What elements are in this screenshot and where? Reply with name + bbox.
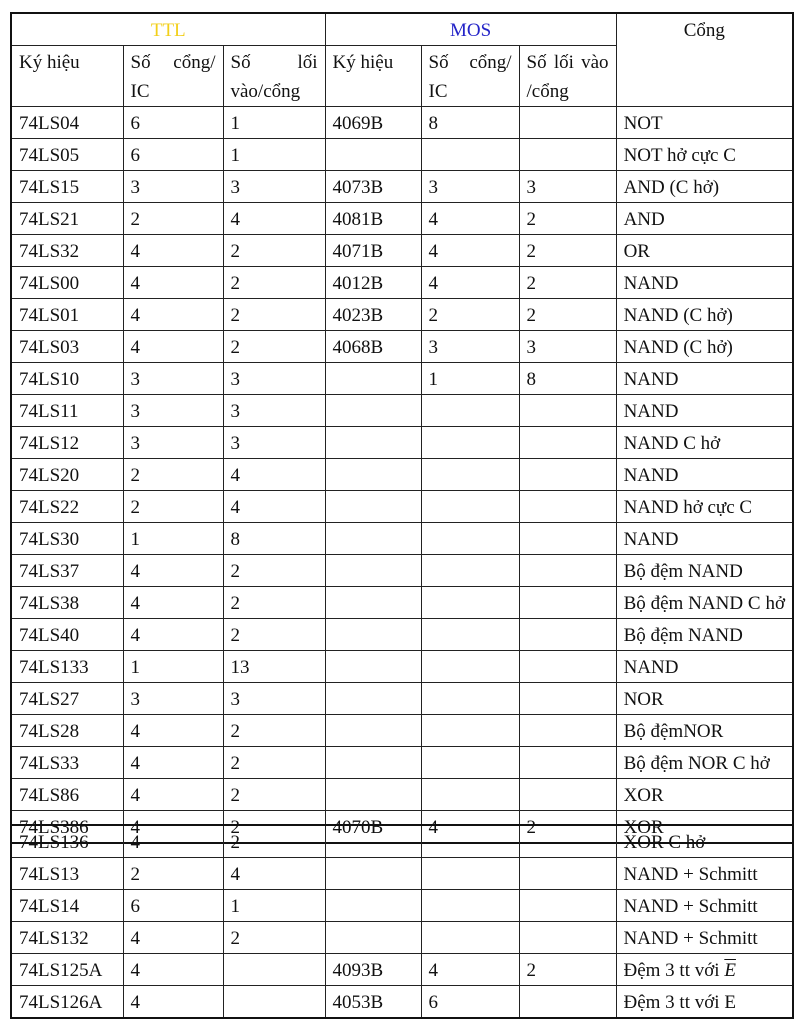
gate-type-cell: NAND: [616, 395, 793, 427]
mos-inputs-cell: [519, 619, 616, 651]
ttl-symbol-cell: 74LS03: [11, 331, 123, 363]
ttl-gates-cell: 4: [123, 299, 223, 331]
mos-inputs-cell: [519, 779, 616, 811]
mos-symbol-cell: 4053B: [325, 986, 421, 1019]
table-row: [11, 986, 793, 1019]
mos-gates-cell: [421, 555, 519, 587]
mos-symbol-cell: [325, 363, 421, 395]
ttl-inputs-cell: 3: [223, 683, 325, 715]
ttl-inputs-cell: 2: [223, 619, 325, 651]
mos-symbol-cell: [325, 922, 421, 954]
table-row: [11, 331, 793, 363]
ttl-inputs-cell: 2: [223, 922, 325, 954]
mos-symbol-cell: [325, 523, 421, 555]
gate-type-cell: XOR: [616, 779, 793, 811]
table-row: [11, 395, 793, 427]
mos-gates-cell: [421, 619, 519, 651]
gate-type-cell: Bộ đệm NAND: [616, 555, 793, 587]
ttl-symbol-cell: 74LS37: [11, 555, 123, 587]
gate-type-cell: Bộ đệmNOR: [616, 715, 793, 747]
mos-symbol-cell: 4023B: [325, 299, 421, 331]
ttl-inputs-cell: 1: [223, 139, 325, 171]
mos-gates-cell: 4: [421, 811, 519, 844]
ttl-inputs-cell: 2: [223, 587, 325, 619]
ttl-gates-cell: 4: [123, 715, 223, 747]
mos-gates-cell: 3: [421, 331, 519, 363]
table-row: [11, 715, 793, 747]
ttl-symbol-cell: 74LS01: [11, 299, 123, 331]
ttl-symbol-cell: 74LS10: [11, 363, 123, 395]
mos-gates-cell: 4: [421, 267, 519, 299]
mos-inputs-cell: 8: [519, 363, 616, 395]
ttl-inputs-cell: 13: [223, 651, 325, 683]
mos-symbol-cell: [325, 890, 421, 922]
ttl-symbol-cell: 74LS21: [11, 203, 123, 235]
gate-type-cell: NAND: [616, 267, 793, 299]
table-row: [11, 363, 793, 395]
ttl-symbol-cell: 74LS132: [11, 922, 123, 954]
mos-symbol-cell: [325, 427, 421, 459]
gate-header: Cổng: [616, 13, 793, 107]
ttl-inputs-cell: 3: [223, 171, 325, 203]
mos-gates-cell: 4: [421, 954, 519, 986]
ttl-symbol-cell: 74LS11: [11, 395, 123, 427]
ttl-gates-cell: 2: [123, 203, 223, 235]
ttl-symbol-cell: 74LS30: [11, 523, 123, 555]
mos-gates-cell: [421, 922, 519, 954]
mos-gates-cell: 3: [421, 171, 519, 203]
table-row: [11, 555, 793, 587]
gate-type-cell: AND: [616, 203, 793, 235]
ttl-inputs-cell: 4: [223, 858, 325, 890]
gate-type-cell: NAND: [616, 651, 793, 683]
ttl-inputs-header: Số lối vào/cổng: [223, 46, 325, 107]
mos-symbol-cell: 4068B: [325, 331, 421, 363]
mos-inputs-cell: [519, 651, 616, 683]
mos-inputs-cell: [519, 825, 616, 858]
table-row: [11, 491, 793, 523]
mos-inputs-cell: 2: [519, 203, 616, 235]
ttl-symbol-cell: 74LS40: [11, 619, 123, 651]
ttl-gates-cell: 4: [123, 619, 223, 651]
ttl-gates-cell: 4: [123, 267, 223, 299]
ttl-inputs-cell: 2: [223, 331, 325, 363]
mos-inputs-cell: 2: [519, 811, 616, 844]
enable-bar-symbol: $\overline{E}$: [724, 960, 736, 981]
mos-gates-per-ic-header: Số cổng/ IC: [421, 46, 519, 107]
table-row: [11, 235, 793, 267]
ttl-gates-cell: 4: [123, 587, 223, 619]
table-row: [11, 858, 793, 890]
mos-gates-cell: [421, 825, 519, 858]
ttl-symbol-cell: 74LS27: [11, 683, 123, 715]
gate-type-cell: NOT hở cực C: [616, 139, 793, 171]
ttl-gates-cell: 3: [123, 395, 223, 427]
ttl-inputs-cell: 2: [223, 715, 325, 747]
gate-type-cell: NOT: [616, 107, 793, 139]
ttl-symbol-cell: 74LS136: [11, 825, 123, 858]
mos-symbol-cell: 4012B: [325, 267, 421, 299]
table-row: [11, 683, 793, 715]
ttl-inputs-cell: 3: [223, 363, 325, 395]
gate-type-cell: XOR: [616, 811, 793, 844]
mos-inputs-cell: [519, 715, 616, 747]
mos-gates-cell: [421, 395, 519, 427]
ttl-inputs-cell: 2: [223, 267, 325, 299]
mos-gates-cell: [421, 139, 519, 171]
ttl-inputs-cell: 8: [223, 523, 325, 555]
ttl-inputs-cell: 3: [223, 395, 325, 427]
mos-gates-cell: 2: [421, 299, 519, 331]
ttl-gates-cell: 1: [123, 651, 223, 683]
mos-gates-cell: [421, 587, 519, 619]
mos-symbol-cell: [325, 747, 421, 779]
table-row: [11, 171, 793, 203]
table-row: [11, 890, 793, 922]
ttl-gates-cell: 3: [123, 363, 223, 395]
mos-inputs-cell: 2: [519, 954, 616, 986]
ttl-gates-cell: 4: [123, 922, 223, 954]
mos-symbol-header: Ký hiệu: [325, 46, 421, 107]
mos-header: MOS: [325, 13, 616, 46]
ttl-gates-cell: 4: [123, 555, 223, 587]
mos-gates-cell: 4: [421, 203, 519, 235]
mos-inputs-cell: [519, 491, 616, 523]
table-row: [11, 203, 793, 235]
ttl-inputs-cell: 2: [223, 779, 325, 811]
mos-symbol-cell: [325, 139, 421, 171]
mos-inputs-cell: [519, 107, 616, 139]
ttl-gates-cell: 3: [123, 427, 223, 459]
mos-inputs-cell: 2: [519, 299, 616, 331]
table-row: [11, 139, 793, 171]
ttl-symbol-cell: 74LS32: [11, 235, 123, 267]
mos-inputs-cell: 2: [519, 267, 616, 299]
table-row: [11, 267, 793, 299]
ttl-symbol-cell: 74LS05: [11, 139, 123, 171]
ttl-symbol-cell: 74LS12: [11, 427, 123, 459]
table-row: [11, 107, 793, 139]
mos-symbol-cell: 4070B: [325, 811, 421, 844]
ttl-gates-cell: 4: [123, 331, 223, 363]
mos-inputs-cell: [519, 683, 616, 715]
ttl-inputs-cell: 3: [223, 427, 325, 459]
gate-type-cell: XOR C hở: [616, 825, 793, 858]
ttl-inputs-cell: 2: [223, 299, 325, 331]
gate-type-cell: NAND hở cực C: [616, 491, 793, 523]
mos-inputs-cell: [519, 922, 616, 954]
mos-symbol-cell: 4081B: [325, 203, 421, 235]
mos-symbol-cell: [325, 459, 421, 491]
ttl-inputs-cell: 4: [223, 459, 325, 491]
mos-symbol-cell: [325, 395, 421, 427]
ttl-gates-cell: 4: [123, 825, 223, 858]
gate-type-cell: NAND: [616, 459, 793, 491]
mos-inputs-cell: [519, 587, 616, 619]
ttl-symbol-cell: 74LS15: [11, 171, 123, 203]
mos-symbol-cell: [325, 587, 421, 619]
mos-gates-cell: [421, 427, 519, 459]
ttl-gates-cell: 4: [123, 235, 223, 267]
mos-symbol-cell: [325, 858, 421, 890]
mos-gates-cell: [421, 890, 519, 922]
mos-symbol-cell: 4093B: [325, 954, 421, 986]
ttl-gates-cell: 2: [123, 858, 223, 890]
mos-inputs-cell: [519, 747, 616, 779]
mos-gates-cell: [421, 523, 519, 555]
mos-gates-cell: 4: [421, 235, 519, 267]
mos-symbol-cell: 4073B: [325, 171, 421, 203]
mos-inputs-cell: 3: [519, 331, 616, 363]
mos-symbol-cell: [325, 491, 421, 523]
ttl-symbol-cell: 74LS00: [11, 267, 123, 299]
mos-symbol-cell: [325, 825, 421, 858]
mos-gates-cell: [421, 715, 519, 747]
ttl-inputs-cell: 2: [223, 825, 325, 858]
mos-gates-cell: 8: [421, 107, 519, 139]
gate-type-cell: OR: [616, 235, 793, 267]
mos-inputs-header: Số lối vào /cổng: [519, 46, 616, 107]
ttl-inputs-cell: 2: [223, 235, 325, 267]
gate-type-cell: Đệm 3 tt với E: [616, 986, 793, 1019]
mos-symbol-cell: 4071B: [325, 235, 421, 267]
mos-inputs-cell: [519, 555, 616, 587]
mos-gates-cell: [421, 459, 519, 491]
mos-symbol-cell: [325, 779, 421, 811]
ttl-inputs-cell: 2: [223, 811, 325, 844]
ic-table: [10, 12, 794, 844]
ttl-gates-cell: 3: [123, 683, 223, 715]
mos-gates-cell: 1: [421, 363, 519, 395]
ttl-symbol-cell: 74LS04: [11, 107, 123, 139]
mos-inputs-cell: [519, 395, 616, 427]
ttl-gates-cell: 4: [123, 986, 223, 1019]
gate-type-cell: NAND (C hở): [616, 331, 793, 363]
ttl-inputs-cell: 2: [223, 555, 325, 587]
ttl-symbol-cell: 74LS126A: [11, 986, 123, 1019]
gate-type-cell: NOR: [616, 683, 793, 715]
ttl-symbol-cell: 74LS28: [11, 715, 123, 747]
ttl-symbol-cell: 74LS125A: [11, 954, 123, 986]
mos-symbol-cell: [325, 555, 421, 587]
ttl-symbol-cell: 74LS133: [11, 651, 123, 683]
mos-inputs-cell: [519, 427, 616, 459]
table-row: [11, 779, 793, 811]
table-row: [11, 922, 793, 954]
ttl-gates-cell: 6: [123, 107, 223, 139]
ttl-symbol-cell: 74LS38: [11, 587, 123, 619]
table-row: [11, 523, 793, 555]
gate-type-cell: NAND C hở: [616, 427, 793, 459]
mos-inputs-cell: 2: [519, 235, 616, 267]
ttl-inputs-cell: 2: [223, 747, 325, 779]
ic-table-continued: [10, 824, 794, 1019]
ttl-inputs-cell: [223, 954, 325, 986]
gate-type-cell: NAND + Schmitt: [616, 922, 793, 954]
mos-inputs-cell: [519, 459, 616, 491]
ttl-inputs-cell: [223, 986, 325, 1019]
mos-symbol-cell: [325, 683, 421, 715]
mos-gates-cell: [421, 491, 519, 523]
ttl-gates-cell: 6: [123, 139, 223, 171]
gate-type-cell: Bộ đệm NAND: [616, 619, 793, 651]
ttl-gates-cell: 6: [123, 890, 223, 922]
ttl-gates-cell: 2: [123, 491, 223, 523]
ttl-inputs-cell: 1: [223, 107, 325, 139]
gate-type-cell: NAND: [616, 363, 793, 395]
ttl-gates-cell: 1: [123, 523, 223, 555]
gate-type-cell: NAND: [616, 523, 793, 555]
ttl-inputs-cell: 4: [223, 491, 325, 523]
mos-gates-cell: [421, 683, 519, 715]
table-row: [11, 299, 793, 331]
ttl-symbol-cell: 74LS20: [11, 459, 123, 491]
ttl-gates-cell: 4: [123, 811, 223, 844]
gate-type-cell: AND (C hở): [616, 171, 793, 203]
table-row: [11, 747, 793, 779]
gate-type-cell: NAND + Schmitt: [616, 858, 793, 890]
mos-symbol-cell: 4069B: [325, 107, 421, 139]
ttl-symbol-cell: 74LS13: [11, 858, 123, 890]
mos-gates-cell: [421, 858, 519, 890]
mos-inputs-cell: [519, 139, 616, 171]
ttl-inputs-cell: 1: [223, 890, 325, 922]
mos-inputs-cell: 3: [519, 171, 616, 203]
ttl-gates-cell: 4: [123, 779, 223, 811]
gate-type-cell: Bộ đệm NOR C hở: [616, 747, 793, 779]
ttl-symbol-cell: 74LS33: [11, 747, 123, 779]
mos-gates-cell: [421, 779, 519, 811]
mos-inputs-cell: [519, 858, 616, 890]
mos-symbol-cell: [325, 651, 421, 683]
ttl-gates-cell: 3: [123, 171, 223, 203]
gate-type-cell: Đệm 3 tt với $\overline{E}$: [616, 954, 793, 986]
ttl-header: TTL: [11, 13, 325, 46]
mos-inputs-cell: [519, 523, 616, 555]
gate-type-cell: NAND (C hở): [616, 299, 793, 331]
table-row: [11, 459, 793, 491]
table-row: [11, 954, 793, 986]
ttl-symbol-cell: 74LS86: [11, 779, 123, 811]
mos-symbol-cell: [325, 619, 421, 651]
ttl-gates-cell: 4: [123, 747, 223, 779]
ttl-inputs-cell: 4: [223, 203, 325, 235]
mos-gates-cell: [421, 747, 519, 779]
ttl-symbol-header: Ký hiệu: [11, 46, 123, 107]
ttl-gates-per-ic-header: Số cổng/ IC: [123, 46, 223, 107]
ttl-symbol-cell: 74LS386: [11, 811, 123, 844]
ttl-symbol-cell: 74LS22: [11, 491, 123, 523]
mos-gates-cell: [421, 651, 519, 683]
gate-type-cell: NAND + Schmitt: [616, 890, 793, 922]
table-row: [11, 619, 793, 651]
gate-type-cell: Bộ đệm NAND C hở: [616, 587, 793, 619]
ttl-gates-cell: 2: [123, 459, 223, 491]
mos-gates-cell: 6: [421, 986, 519, 1019]
table-row: [11, 825, 793, 858]
mos-inputs-cell: [519, 890, 616, 922]
mos-symbol-cell: [325, 715, 421, 747]
ttl-symbol-cell: 74LS14: [11, 890, 123, 922]
table-row: [11, 587, 793, 619]
mos-inputs-cell: [519, 986, 616, 1019]
ttl-gates-cell: 4: [123, 954, 223, 986]
table-row: [11, 427, 793, 459]
table-row: [11, 651, 793, 683]
